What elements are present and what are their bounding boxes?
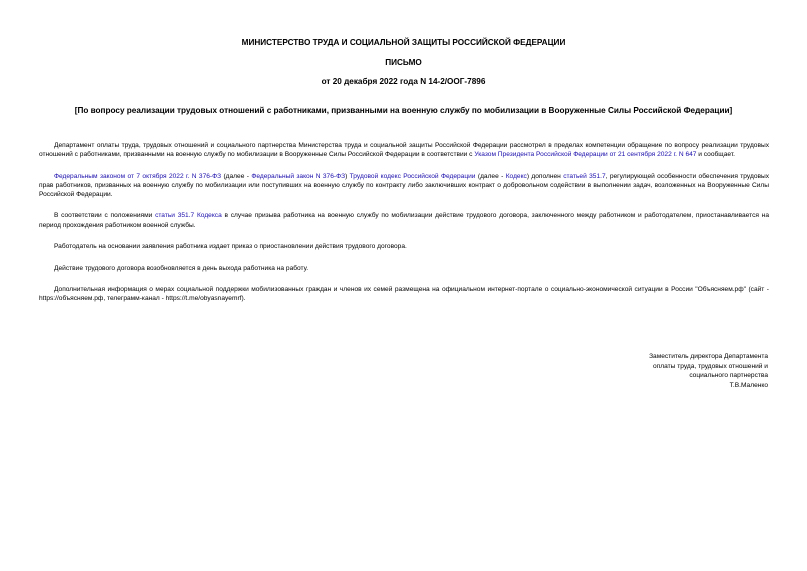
paragraph-text: ) — [345, 172, 350, 180]
paragraph-6: Дополнительная информация о мерах социальной поддержки мобилизованных граждан и членов их семей размещена на официальном интернет-портале о социально-экономической ситуации в России "Объясняем.рф" (сайт - https://объясняем.рф, телеграмм-канал - https://t.me/obyasnayemrf). — [39, 286, 769, 303]
link-presidential-decree[interactable]: Указом Президента Российской Федерации от 21 сентября 2022 г. N 647 — [474, 151, 697, 159]
link-article-351-7-code[interactable]: статьи 351.7 Кодекса — [155, 212, 222, 220]
ministry-heading: МИНИСТЕРСТВО ТРУДА И СОЦИАЛЬНОЙ ЗАЩИТЫ РОССИЙСКОЙ ФЕДЕРАЦИИ — [241, 38, 566, 47]
letter-body — [39, 141, 769, 316]
paragraph-text: в случае призыва работника на военную службу по мобилизации действие трудового договора, заключенного между работником и работодателем, приостанавливается на период прохождения работником военной службы. — [39, 212, 769, 229]
paragraph-5: Действие трудового договора возобновляется в день выхода работника на работу. — [54, 264, 309, 272]
paragraph-text: (далее - — [221, 172, 252, 180]
paragraph-1 — [39, 141, 769, 159]
signature-block — [649, 352, 768, 390]
date-number-heading: от 20 декабря 2022 года N 14-2/ООГ-7896 — [321, 77, 486, 86]
signature-name: Т.В.Маленко — [729, 381, 768, 389]
link-federal-law-short[interactable]: Федеральный закон N 376-ФЗ — [251, 172, 346, 180]
link-article-351-7[interactable]: статьей 351.7 — [563, 172, 606, 180]
paragraph-text: Департамент оплаты труда, трудовых отношений и социального партнерства Министерства труда и социальной защиты Российской Федерации рассмотрел в пределах компетенции обращение по вопросу реализации трудовых отношений с работниками, призванными на военную службу по мобилизации в Вооруженные Силы Российской Федерации в соответствии с — [39, 142, 769, 159]
link-labor-code[interactable]: Трудовой кодекс Российской Федерации — [349, 172, 476, 180]
paragraph-text: ) дополнен — [526, 172, 564, 180]
signature-position-line-1: Заместитель директора Департамента — [649, 353, 768, 360]
link-code[interactable]: Кодекс — [505, 172, 527, 180]
signature-position-line-3: социального партнерства — [689, 372, 768, 380]
paragraph-4: Работодатель на основании заявления работника издает приказ о приостановлении действия трудового договора. — [54, 243, 407, 251]
document-type-heading: ПИСЬМО — [385, 58, 422, 67]
paragraph-2 — [39, 172, 769, 199]
paragraph-text: и сообщает. — [696, 151, 735, 159]
paragraph-text: , регулирующей особенности обеспечения трудовых прав работников, призванных на военную службу по мобилизации или поступивших на военную службу по контракту либо заключивших контракт о добровольном содействии в выполнении задач, возложенных на Вооруженные Силы Российской Федерации. — [39, 172, 770, 198]
link-federal-law[interactable]: Федеральным законом от 7 октября 2022 г. N 376-ФЗ — [54, 172, 222, 180]
paragraph-text: (далее - — [475, 172, 506, 180]
paragraph-3 — [39, 211, 769, 229]
subject-heading: [По вопросу реализации трудовых отношений с работниками, призванными на военную службу по мобилизации в Вооруженные Силы Российской Федерации] — [74, 106, 733, 115]
signature-position-line-2: оплаты труда, трудовых отношений и — [653, 362, 768, 370]
paragraph-text: В соответствии с положениями — [54, 212, 156, 220]
